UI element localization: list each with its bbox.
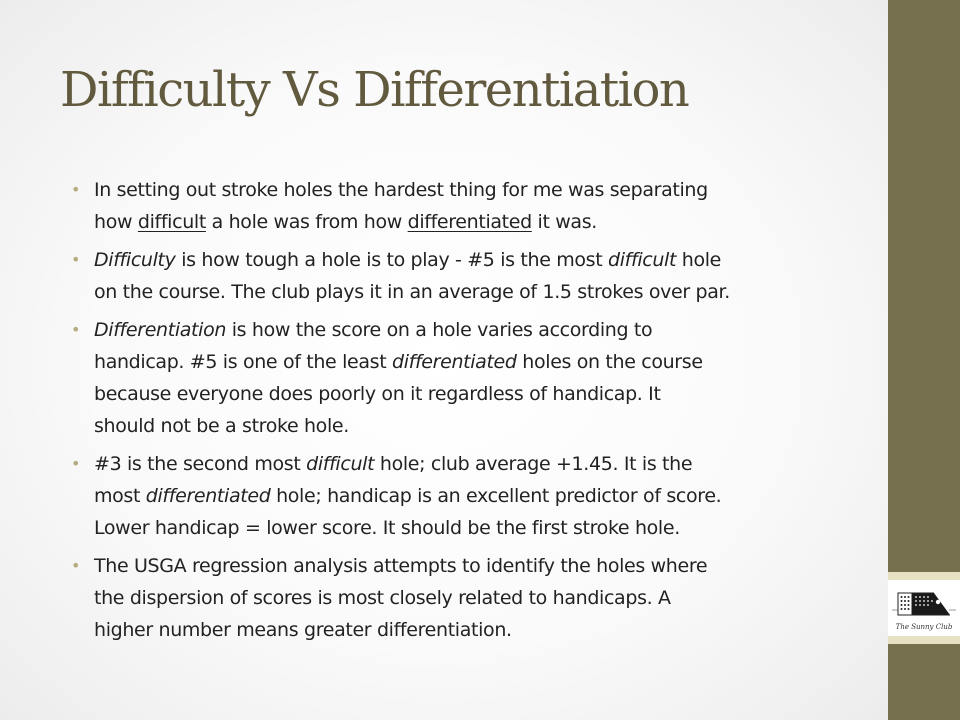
italic-term: difficult bbox=[608, 249, 677, 271]
text-line: #3 is the second most difficult hole; club average +1.45. It is the bbox=[94, 453, 693, 475]
text-line: Difficulty is how tough a hole is to play - #5 is the most difficult hole bbox=[94, 249, 722, 271]
slide-title: Difficulty Vs Differentiation bbox=[60, 62, 689, 118]
text-line: most differentiated hole; handicap is an excellent predictor of score. bbox=[94, 485, 722, 507]
bullet-item bbox=[72, 448, 862, 544]
text-line: Lower handicap = lower score. It should be the first stroke hole. bbox=[94, 517, 680, 539]
logo-caption: The Sunny Club bbox=[895, 623, 953, 631]
text-line: higher number means greater differentiation. bbox=[94, 619, 512, 641]
bullet-marker-icon: • bbox=[71, 320, 81, 339]
italic-term: differentiated bbox=[145, 485, 271, 507]
bullet-marker-icon: • bbox=[71, 454, 81, 473]
bullet-item bbox=[72, 244, 862, 308]
text-line: Differentiation is how the score on a hole varies according to bbox=[94, 319, 653, 341]
text-line: how difficult a hole was from how differentiated it was. bbox=[94, 211, 597, 233]
text-line: should not be a stroke hole. bbox=[94, 415, 349, 437]
text-line: the dispersion of scores is most closely related to handicaps. A bbox=[94, 587, 671, 609]
text-line: In setting out stroke holes the hardest thing for me was separating bbox=[94, 179, 708, 201]
italic-term: difficult bbox=[306, 453, 375, 475]
italic-term: differentiated bbox=[391, 351, 517, 373]
bullet-item bbox=[72, 174, 862, 238]
text-line: The USGA regression analysis attempts to identify the holes where bbox=[94, 555, 708, 577]
bullet-marker-icon: • bbox=[71, 556, 81, 575]
underlined-term: difficult bbox=[137, 211, 206, 233]
bullet-item bbox=[72, 550, 862, 646]
bullet-list bbox=[72, 174, 862, 652]
text-line: because everyone does poorly on it regardless of handicap. It bbox=[94, 383, 661, 405]
italic-term: Difficulty bbox=[94, 249, 176, 271]
bullet-marker-icon: • bbox=[71, 180, 81, 199]
text-line: handicap. #5 is one of the least differentiated holes on the course bbox=[94, 351, 703, 373]
italic-term: Differentiation bbox=[94, 319, 227, 341]
bullet-item bbox=[72, 314, 862, 442]
bullet-marker-icon: • bbox=[71, 250, 81, 269]
underlined-term: differentiated bbox=[407, 211, 532, 233]
text-line: on the course. The club plays it in an average of 1.5 strokes over par. bbox=[94, 281, 730, 303]
